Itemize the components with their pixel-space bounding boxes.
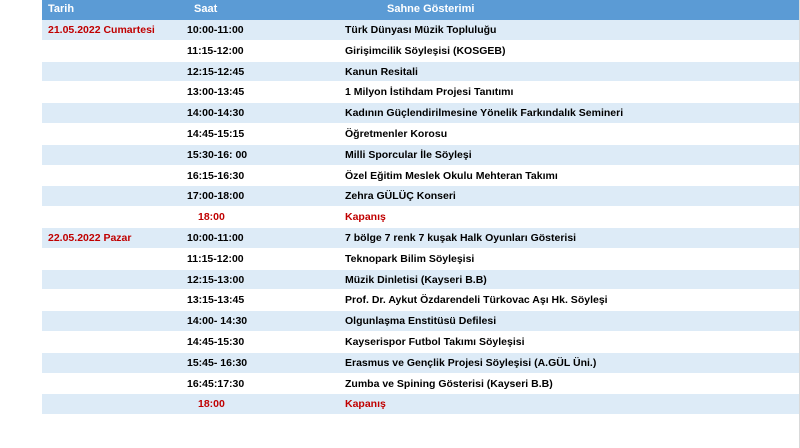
table-row [42, 186, 800, 207]
table-row [42, 103, 800, 124]
time-cell: 11:15-12:00 [187, 252, 244, 265]
show-cell: Girişimcilik Söyleşisi (KOSGEB) [345, 44, 506, 57]
table-row [42, 290, 800, 311]
show-cell: Kayserispor Futbol Takımı Söyleşisi [345, 335, 525, 348]
time-cell: 16:15-16:30 [187, 169, 245, 182]
time-cell: 11:15-12:00 [187, 44, 244, 57]
table-row [42, 270, 800, 291]
table-row [42, 394, 800, 415]
date-cell: 22.05.2022 Pazar [48, 231, 132, 244]
table-row [42, 145, 800, 166]
table-row [42, 82, 800, 103]
table-row [42, 124, 800, 145]
header-time: Saat [194, 3, 218, 15]
show-cell: Teknopark Bilim Söyleşisi [345, 252, 475, 265]
time-cell: 14:45-15:30 [187, 335, 245, 348]
table-row [42, 332, 800, 353]
time-cell: 14:00-14:30 [187, 107, 245, 120]
show-cell: 1 Milyon İstihdam Projesi Tanıtımı [345, 86, 514, 99]
show-cell: Prof. Dr. Aykut Özdarendeli Türkovac Aşı Hk. Söyleşi [345, 294, 608, 307]
show-cell: Öğretmenler Korosu [345, 127, 448, 140]
time-cell: 13:15-13:45 [187, 294, 245, 307]
date-cell: 21.05.2022 Cumartesi [48, 24, 155, 36]
show-cell: Zehra GÜLÜÇ Konseri [345, 190, 456, 203]
time-cell: 16:45:17:30 [187, 377, 245, 390]
table-row [42, 166, 800, 187]
show-cell: Kapanış [345, 398, 386, 411]
time-cell: 17:00-18:00 [187, 190, 245, 203]
schedule-table [42, 0, 800, 415]
time-cell: 12:15-12:45 [187, 65, 245, 78]
table-row [42, 374, 800, 395]
show-cell: Zumba ve Spining Gösterisi (Kayseri B.B) [345, 377, 553, 390]
show-cell: 7 bölge 7 renk 7 kuşak Halk Oyunları Gösterisi [345, 231, 577, 244]
show-cell: Kanun Resitali [345, 65, 418, 78]
table-row [42, 41, 800, 62]
time-cell: 13:00-13:45 [187, 86, 245, 99]
table-row [42, 311, 800, 332]
show-cell: Türk Dünyası Müzik Topluluğu [345, 24, 497, 36]
time-cell: 12:15-13:00 [187, 273, 245, 286]
show-cell: Kadının Güçlendirilmesine Yönelik Farkındalık Semineri [345, 107, 624, 120]
time-cell: 14:00- 14:30 [187, 315, 248, 328]
show-cell: Erasmus ve Gençlik Projesi Söyleşisi (A.GÜL Üni.) [345, 356, 597, 369]
time-cell: 15:30-16: 00 [187, 148, 248, 161]
time-cell: 10:00-11:00 [187, 231, 244, 244]
table-header [42, 0, 800, 20]
table-row [42, 207, 800, 228]
header-show: Sahne Gösterimi [387, 3, 475, 15]
table-row [42, 20, 800, 41]
show-cell: Özel Eğitim Meslek Okulu Mehteran Takımı [345, 169, 558, 182]
table-row [42, 228, 800, 249]
table-row [42, 249, 800, 270]
time-cell: 14:45-15:15 [187, 127, 245, 140]
table-row [42, 353, 800, 374]
time-cell: 15:45- 16:30 [187, 356, 248, 369]
time-cell: 18:00 [198, 211, 225, 224]
table-body [42, 20, 800, 415]
table-row [42, 62, 800, 83]
show-cell: Olgunlaşma Enstitüsü Defilesi [345, 315, 497, 328]
header-date: Tarih [48, 3, 75, 15]
show-cell: Kapanış [345, 211, 386, 224]
time-cell: 10:00-11:00 [187, 24, 244, 36]
show-cell: Milli Sporcular İle Söyleşi [345, 148, 472, 161]
show-cell: Müzik Dinletisi (Kayseri B.B) [345, 273, 487, 286]
time-cell: 18:00 [198, 398, 225, 411]
